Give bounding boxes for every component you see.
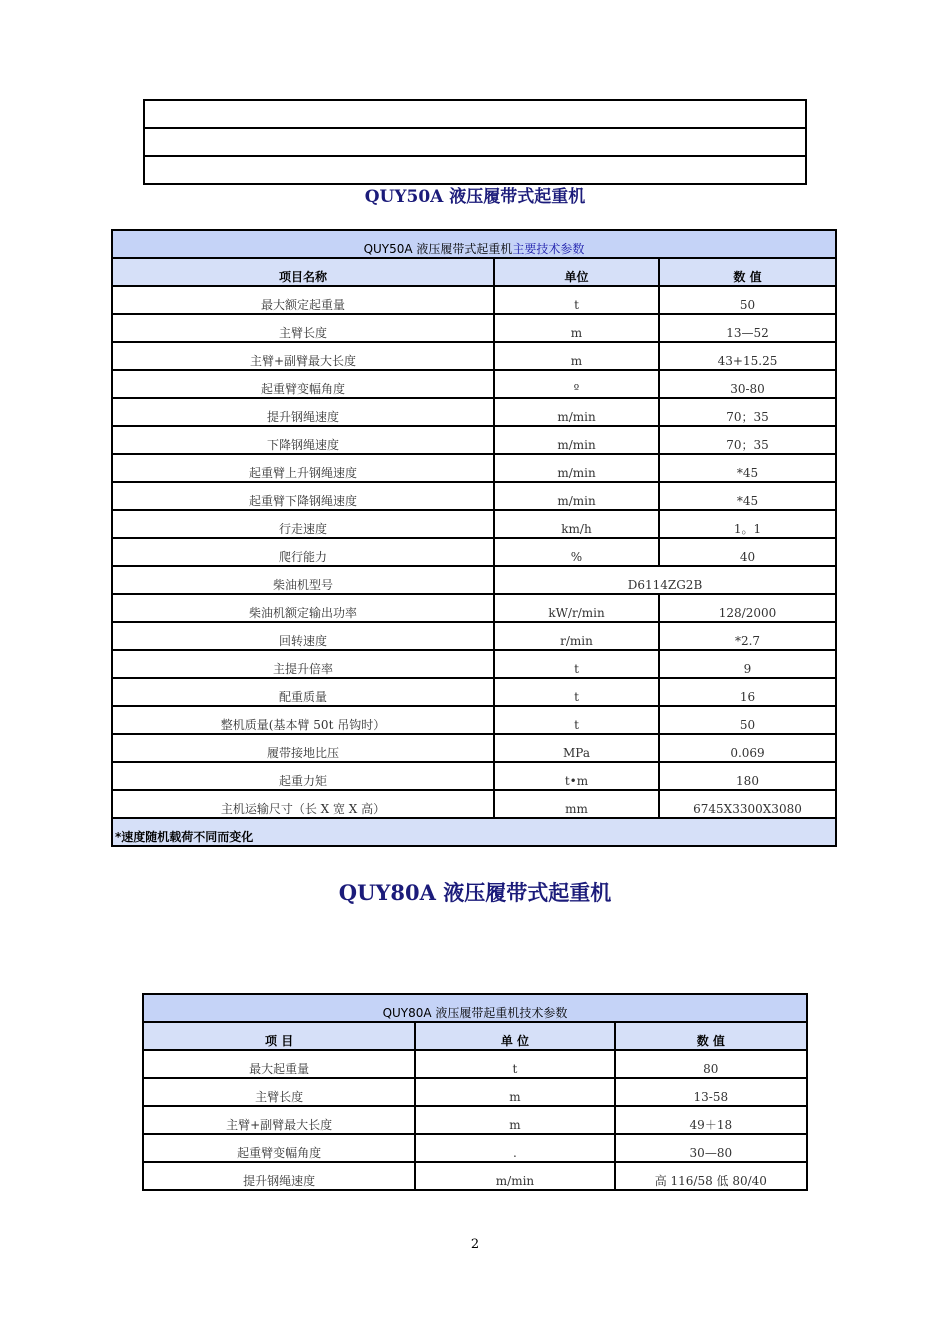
table-cell: 43+15.25 <box>660 343 835 369</box>
table-row <box>113 623 835 649</box>
table-cell: 整机质量(基本臂 50t 吊钩时） <box>113 707 493 733</box>
table-cell: 50 <box>660 707 835 733</box>
table-cell: 起重臂上升钢绳速度 <box>113 455 493 481</box>
table-cell: r/min <box>495 623 658 649</box>
table-row <box>113 399 835 425</box>
spec-table-quy50a <box>111 229 837 847</box>
table-row <box>113 707 835 733</box>
table-cell: m/min <box>416 1163 613 1189</box>
table-cell: t•m <box>495 763 658 789</box>
caption-suffix: 主要技术参数 <box>512 242 585 256</box>
table-cell: 回转速度 <box>113 623 493 649</box>
table-cell: 起重臂变幅角度 <box>113 371 493 397</box>
table-cell: 128/2000 <box>660 595 835 621</box>
page-number: 2 <box>470 1237 480 1252</box>
table-cell: 行走速度 <box>113 511 493 537</box>
table-header-row <box>144 1023 806 1049</box>
table-cell: t <box>495 679 658 705</box>
column-header: 数 值 <box>660 259 835 285</box>
table-row <box>113 791 835 817</box>
table-row <box>113 343 835 369</box>
table-row <box>113 735 835 761</box>
table-cell: t <box>495 651 658 677</box>
column-header: 项目名称 <box>113 259 493 285</box>
table-row <box>113 511 835 537</box>
section-heading-quy50a: QUY50A 液压履带式起重机 <box>364 187 586 207</box>
table-cell: m/min <box>495 455 658 481</box>
empty-table-row <box>145 157 805 183</box>
table-row <box>113 763 835 789</box>
table-cell: 49＋18 <box>616 1107 806 1133</box>
section-heading-quy80a: QUY80A 液压履带式起重机 <box>338 880 612 905</box>
table-row <box>113 371 835 397</box>
table-caption: QUY80A 液压履带起重机技术参数 <box>144 995 806 1021</box>
table-cell: D6114ZG2B <box>495 567 835 593</box>
table-cell: 下降钢绳速度 <box>113 427 493 453</box>
table-row <box>144 1135 806 1161</box>
table-row <box>113 455 835 481</box>
table-cell: m <box>495 343 658 369</box>
table-cell: 1。1 <box>660 511 835 537</box>
table-row <box>113 651 835 677</box>
table-cell: mm <box>495 791 658 817</box>
table-row <box>113 427 835 453</box>
table-cell: *2.7 <box>660 623 835 649</box>
table-cell: t <box>416 1051 613 1077</box>
table-cell: *45 <box>660 483 835 509</box>
table-row <box>113 595 835 621</box>
table-cell: 50 <box>660 287 835 313</box>
column-header: 单 位 <box>416 1023 613 1049</box>
table-cell: 70；35 <box>660 427 835 453</box>
table-cell: 起重臂变幅角度 <box>144 1135 414 1161</box>
table-cell: 13-58 <box>616 1079 806 1105</box>
table-cell: 30—80 <box>616 1135 806 1161</box>
table-cell: 主提升倍率 <box>113 651 493 677</box>
table-cell: 主臂+副臂最大长度 <box>144 1107 414 1133</box>
table-row <box>113 315 835 341</box>
column-header: 数 值 <box>616 1023 806 1049</box>
table-footnote: *速度随机载荷不同而变化 <box>113 819 835 845</box>
spec-table-quy80a <box>142 993 808 1191</box>
table-cell: 提升钢绳速度 <box>144 1163 414 1189</box>
table-cell: t <box>495 707 658 733</box>
empty-table-row <box>145 101 805 129</box>
table-cell: MPa <box>495 735 658 761</box>
table-cell: º <box>495 371 658 397</box>
table-cell: 配重质量 <box>113 679 493 705</box>
table-cell: kW/r/min <box>495 595 658 621</box>
table-cell: 起重臂下降钢绳速度 <box>113 483 493 509</box>
table-cell: 13—52 <box>660 315 835 341</box>
table-cell: 柴油机额定输出功率 <box>113 595 493 621</box>
table-row <box>113 539 835 565</box>
table-caption <box>113 231 835 257</box>
table-cell: 30-80 <box>660 371 835 397</box>
table-cell: 0.069 <box>660 735 835 761</box>
table-cell: 主机运输尺寸（长 X 宽 X 高） <box>113 791 493 817</box>
table-row <box>113 483 835 509</box>
table-cell: 高 116/58 低 80/40 <box>616 1163 806 1189</box>
table-cell: 16 <box>660 679 835 705</box>
table-cell: *45 <box>660 455 835 481</box>
table-cell: % <box>495 539 658 565</box>
table-caption-row <box>113 231 835 257</box>
table-cell: t <box>495 287 658 313</box>
table-cell: . <box>416 1135 613 1161</box>
table-cell: 提升钢绳速度 <box>113 399 493 425</box>
column-header: 项 目 <box>144 1023 414 1049</box>
table-cell: 最大起重量 <box>144 1051 414 1077</box>
table-cell: 主臂长度 <box>113 315 493 341</box>
table-row <box>144 1107 806 1133</box>
table-cell: m/min <box>495 399 658 425</box>
table-cell: 柴油机型号 <box>113 567 493 593</box>
table-header-row <box>113 259 835 285</box>
table-footnote-row <box>113 819 835 845</box>
table-cell: m <box>416 1079 613 1105</box>
table-cell: 最大额定起重量 <box>113 287 493 313</box>
table-cell: 6745X3300X3080 <box>660 791 835 817</box>
table-row <box>113 567 835 593</box>
table-row <box>144 1163 806 1189</box>
table-cell: 主臂长度 <box>144 1079 414 1105</box>
table-row <box>144 1079 806 1105</box>
table-row <box>113 287 835 313</box>
table-caption-row <box>144 995 806 1021</box>
table-row <box>113 679 835 705</box>
table-cell: 70；35 <box>660 399 835 425</box>
table-cell: 起重力矩 <box>113 763 493 789</box>
table-cell: 9 <box>660 651 835 677</box>
column-header: 单位 <box>495 259 658 285</box>
table-cell: 40 <box>660 539 835 565</box>
table-cell: km/h <box>495 511 658 537</box>
table-cell: m <box>495 315 658 341</box>
empty-table <box>143 99 807 185</box>
table-cell: 180 <box>660 763 835 789</box>
table-cell: 履带接地比压 <box>113 735 493 761</box>
table-cell: 80 <box>616 1051 806 1077</box>
table-cell: 主臂+副臂最大长度 <box>113 343 493 369</box>
caption-model: QUY50A 液压履带式起重机 <box>363 242 513 256</box>
table-row <box>144 1051 806 1077</box>
table-cell: 爬行能力 <box>113 539 493 565</box>
table-cell: m <box>416 1107 613 1133</box>
empty-table-row <box>145 129 805 157</box>
table-cell: m/min <box>495 427 658 453</box>
table-cell: m/min <box>495 483 658 509</box>
